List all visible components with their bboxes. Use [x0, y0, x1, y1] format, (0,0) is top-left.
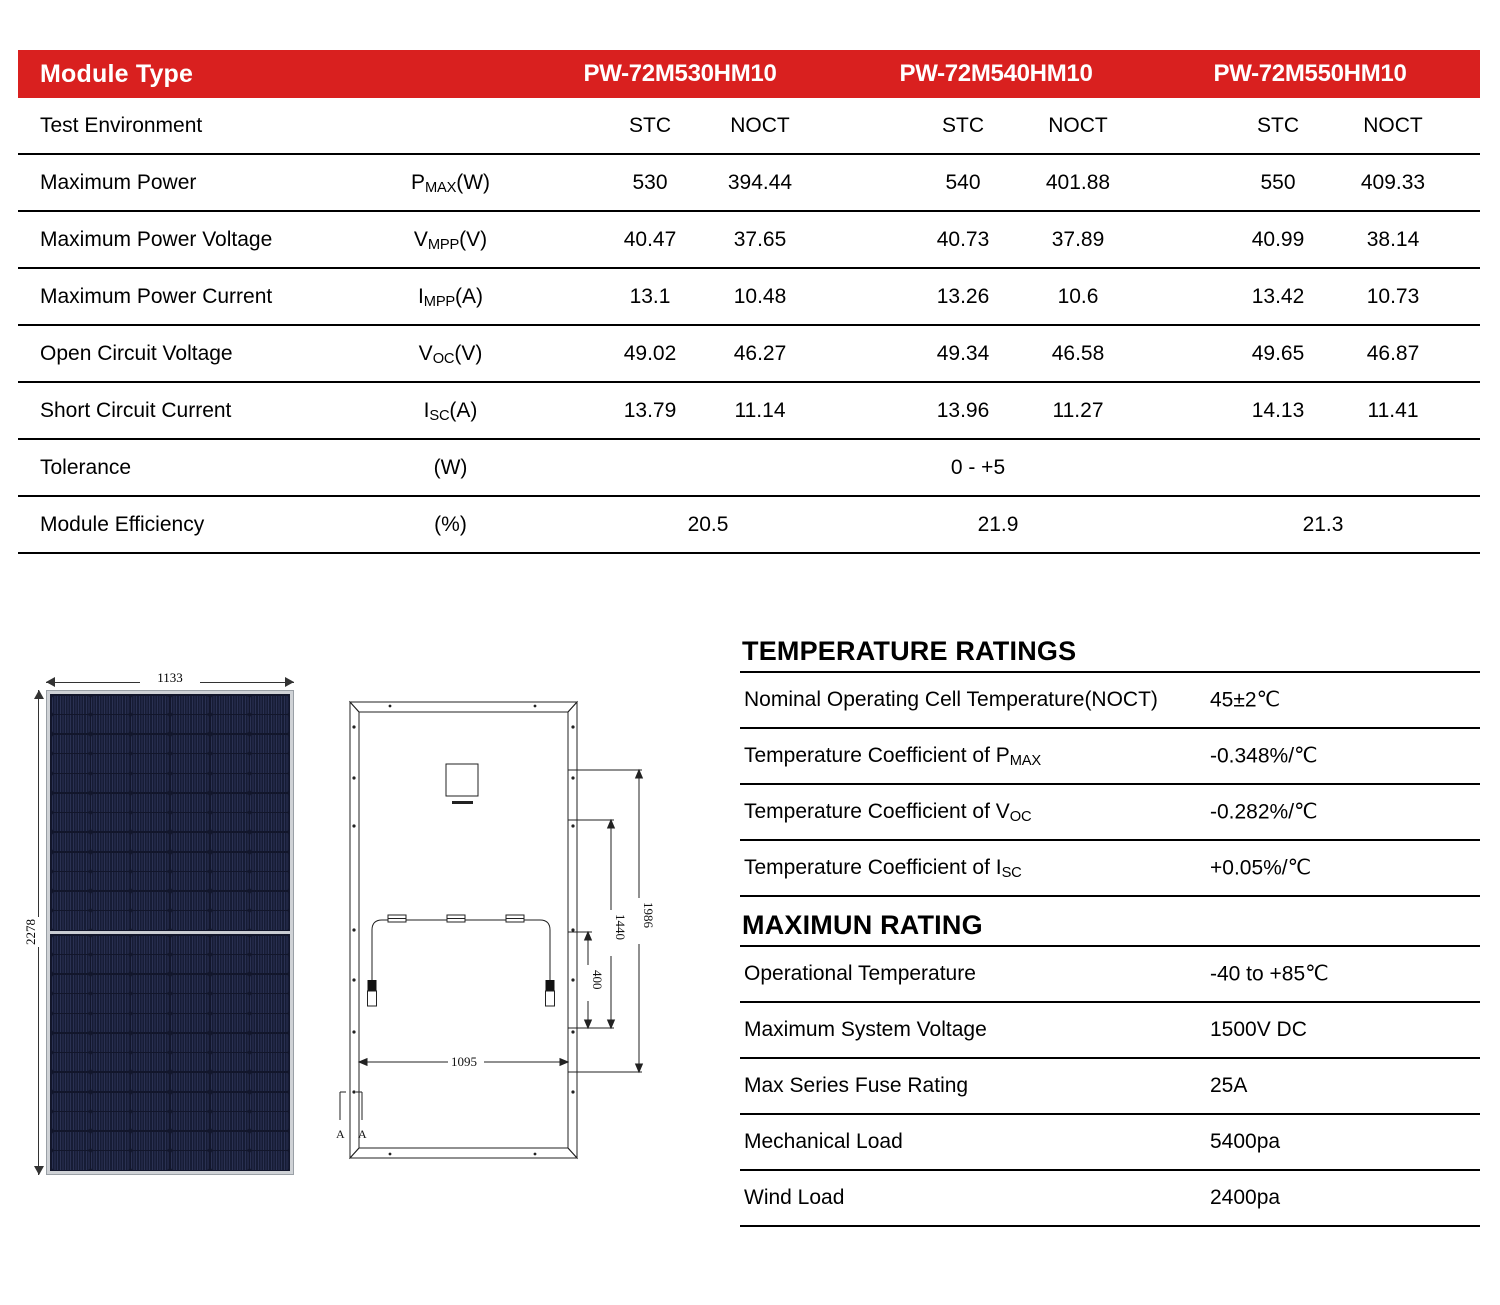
row-symbol: $I_{MPP}(A)$ — [417, 284, 484, 310]
row-label: Temperature Coefficient of $P_{MAX}$ — [744, 744, 1041, 770]
cell-value: 10.48 — [733, 284, 787, 308]
dim-1440-label: 1440 — [613, 914, 628, 940]
solar-cell — [250, 892, 288, 910]
cell-array-top-half — [50, 694, 290, 934]
dim-400-label: 400 — [590, 970, 605, 990]
solar-cell — [52, 955, 90, 973]
solar-cell — [131, 1151, 169, 1169]
mc4-connectors — [368, 980, 555, 1006]
solar-cell — [52, 1073, 90, 1091]
cell-value: 540 — [945, 170, 981, 194]
solar-cell — [91, 833, 129, 851]
solar-cell — [171, 994, 209, 1012]
cell-value: 13.79 — [623, 398, 677, 422]
temp-row-coeff-voc — [740, 783, 1480, 839]
solar-cell — [91, 1151, 129, 1169]
row-symbol: (%) — [434, 512, 467, 536]
solar-cell — [52, 975, 90, 993]
max-row-wind-load — [740, 1169, 1480, 1227]
solar-cell — [52, 1034, 90, 1052]
arrow-down-icon — [34, 1166, 44, 1175]
solar-cell — [131, 955, 169, 973]
solar-cell — [91, 735, 129, 753]
solar-cell — [211, 1034, 249, 1052]
solar-cell — [211, 774, 249, 792]
cell-column — [171, 696, 209, 930]
row-value: -40 to +85℃ — [1210, 962, 1329, 986]
table-row-test-environment — [18, 98, 1480, 155]
solar-cell — [131, 936, 169, 954]
row-label: Maximum System Voltage — [744, 1018, 987, 1041]
cell-value: 11.41 — [1367, 398, 1419, 422]
condition-4: NOCT — [1048, 113, 1108, 137]
dim-1986-label: 1986 — [641, 902, 656, 928]
solar-cell — [131, 1034, 169, 1052]
solar-cell — [171, 1073, 209, 1091]
solar-cell — [52, 1112, 90, 1130]
cell-value: 37.65 — [733, 227, 787, 251]
solar-cell — [131, 794, 169, 812]
cell-value: 49.34 — [936, 341, 990, 365]
solar-cell — [91, 1073, 129, 1091]
cell-value: 13.96 — [936, 398, 990, 422]
height-dimension-label: 2278 — [23, 918, 38, 945]
condition-5: STC — [1257, 113, 1299, 137]
row-label: Test Environment — [40, 113, 203, 137]
solar-cell — [250, 774, 288, 792]
solar-cell — [250, 1034, 288, 1052]
solar-cell — [211, 696, 249, 714]
solar-cell — [171, 936, 209, 954]
solar-cell — [250, 696, 288, 714]
solar-cell — [131, 1112, 169, 1130]
module-type-1: PW-72M530HM10 — [583, 60, 777, 87]
solar-cell — [91, 853, 129, 871]
solar-cell — [250, 994, 288, 1012]
solar-cell — [52, 1132, 90, 1150]
junction-box-lead — [452, 801, 473, 804]
cell-column — [52, 696, 90, 930]
solar-cell — [250, 1093, 288, 1111]
solar-cell — [131, 892, 169, 910]
row-value: -0.348%/℃ — [1210, 744, 1318, 768]
cell-column — [52, 936, 90, 1170]
solar-cell — [211, 1053, 249, 1071]
section-marker-right-label: A — [358, 1127, 367, 1141]
solar-cell — [211, 975, 249, 993]
cell-value: 409.33 — [1360, 170, 1426, 194]
row-value: 1500V DC — [1210, 1018, 1307, 1041]
solar-cell — [91, 794, 129, 812]
row-symbol: (W) — [433, 455, 468, 479]
solar-cell — [211, 794, 249, 812]
width-dimension — [46, 670, 294, 690]
cell-value: 40.47 — [623, 227, 677, 251]
solar-cell — [171, 735, 209, 753]
condition-6: NOCT — [1363, 113, 1423, 137]
cell-column — [211, 936, 249, 1170]
row-value: -0.282%/℃ — [1210, 800, 1318, 824]
solar-cell — [171, 872, 209, 890]
solar-cell — [131, 911, 169, 929]
cell-value: 49.65 — [1251, 341, 1305, 365]
row-value: 25A — [1210, 1074, 1248, 1097]
solar-cell — [250, 1132, 288, 1150]
row-label: Tolerance — [40, 455, 132, 479]
solar-cell — [250, 975, 288, 993]
solar-cell — [250, 911, 288, 929]
cell-value: 40.73 — [936, 227, 990, 251]
row-label: Operational Temperature — [744, 962, 976, 985]
row-symbol: $I_{SC}(A)$ — [423, 398, 478, 424]
cell-value: 14.13 — [1251, 398, 1305, 422]
solar-cell — [131, 1073, 169, 1091]
solar-cell — [211, 715, 249, 733]
solar-cell — [91, 715, 129, 733]
solar-cell — [131, 1093, 169, 1111]
cell-value: 13.26 — [936, 284, 990, 308]
solar-cell — [52, 696, 90, 714]
solar-cell — [250, 936, 288, 954]
solar-cell — [52, 754, 90, 772]
row-label: Maximum Power — [40, 170, 197, 194]
cell-value: 11.27 — [1052, 398, 1104, 422]
table-row-module-efficiency — [18, 497, 1480, 554]
solar-cell — [52, 833, 90, 851]
temp-row-coeff-pmax — [740, 727, 1480, 783]
row-symbol: $V_{OC}(V)$ — [418, 341, 483, 367]
temperature-ratings-section — [740, 636, 1480, 897]
cell-value: 49.02 — [623, 341, 677, 365]
solar-cell — [171, 892, 209, 910]
table-row-maximum-power — [18, 155, 1480, 212]
solar-cell — [91, 1112, 129, 1130]
solar-cell — [91, 955, 129, 973]
solar-cell — [211, 936, 249, 954]
solar-cell — [131, 715, 169, 733]
solar-cell — [91, 774, 129, 792]
arrow-right-icon — [285, 677, 294, 687]
row-label: Module Efficiency — [40, 512, 205, 536]
solar-cell — [211, 872, 249, 890]
row-value: 5400pa — [1210, 1130, 1281, 1153]
row-label: Temperature Coefficient of $V_{OC}$ — [744, 800, 1032, 826]
solar-cell — [211, 1151, 249, 1169]
cell-value: 11.14 — [734, 398, 786, 422]
row-value: 2400pa — [1210, 1186, 1281, 1209]
cell-value: 10.73 — [1366, 284, 1420, 308]
solar-cell — [131, 1053, 169, 1071]
solar-cell — [52, 872, 90, 890]
solar-cell — [211, 911, 249, 929]
efficiency-value-2: 21.9 — [977, 512, 1019, 536]
solar-cell — [91, 696, 129, 714]
cell-column — [91, 696, 129, 930]
solar-cell — [91, 813, 129, 831]
solar-cell — [131, 833, 169, 851]
cell-value: 37.89 — [1051, 227, 1105, 251]
solar-cell — [171, 833, 209, 851]
cell-column — [91, 936, 129, 1170]
table-row-maximum-power-current — [18, 269, 1480, 326]
max-row-operational-temperature — [740, 945, 1480, 1001]
module-type-2: PW-72M540HM10 — [899, 60, 1093, 87]
condition-1: STC — [629, 113, 671, 137]
cell-value: 13.42 — [1251, 284, 1305, 308]
solar-cell — [211, 1132, 249, 1150]
dim-1095-label: 1095 — [451, 1054, 477, 1069]
solar-cell — [171, 813, 209, 831]
solar-cell — [131, 774, 169, 792]
table-row-open-circuit-voltage — [18, 326, 1480, 383]
row-label: Max Series Fuse Rating — [744, 1074, 969, 1097]
solar-cell — [52, 1014, 90, 1032]
solar-cell — [171, 754, 209, 772]
row-symbol: $P_{MAX}(W)$ — [410, 170, 491, 196]
solar-cell — [91, 936, 129, 954]
solar-cell — [250, 813, 288, 831]
solar-cell — [171, 975, 209, 993]
row-label: Open Circuit Voltage — [40, 341, 233, 365]
module-front-view-drawing — [18, 660, 318, 1190]
solar-cell — [250, 794, 288, 812]
solar-cell — [171, 1034, 209, 1052]
solar-cell — [52, 813, 90, 831]
cell-column — [171, 936, 209, 1170]
solar-cell — [131, 872, 169, 890]
solar-cell — [91, 872, 129, 890]
table-row-tolerance — [18, 440, 1480, 497]
cell-value: 38.14 — [1366, 227, 1420, 251]
cell-value: 530 — [632, 170, 668, 194]
row-label: Mechanical Load — [744, 1130, 903, 1153]
junction-box — [446, 764, 478, 796]
solar-cell — [91, 1093, 129, 1111]
solar-cell — [131, 975, 169, 993]
arrow-up-icon — [34, 690, 44, 699]
solar-cell — [52, 715, 90, 733]
solar-cell — [250, 853, 288, 871]
solar-cell — [171, 1112, 209, 1130]
solar-cell — [211, 735, 249, 753]
solar-cell — [91, 892, 129, 910]
solar-cell — [131, 813, 169, 831]
solar-cell — [171, 696, 209, 714]
solar-cell — [211, 955, 249, 973]
temp-row-coeff-isc — [740, 839, 1480, 897]
cable-routing — [372, 920, 550, 980]
solar-cell — [250, 754, 288, 772]
back-view-svg — [330, 680, 680, 1180]
cell-value: 550 — [1260, 170, 1296, 194]
solar-cell — [171, 1132, 209, 1150]
temp-row-noct — [740, 671, 1480, 727]
solar-cell — [171, 794, 209, 812]
solar-cell — [52, 853, 90, 871]
solar-cell — [52, 735, 90, 753]
row-value: 45±2℃ — [1210, 688, 1281, 712]
cell-value: 40.99 — [1251, 227, 1305, 251]
row-label: Nominal Operating Cell Temperature(NOCT) — [744, 688, 1158, 711]
height-dimension — [23, 690, 46, 1175]
row-label: Maximum Power Current — [40, 284, 273, 308]
cell-column — [250, 696, 288, 930]
solar-cell — [91, 975, 129, 993]
cell-value: 46.27 — [733, 341, 787, 365]
section-marker-left-label: A — [336, 1127, 345, 1141]
tolerance-value: 0 - +5 — [950, 455, 1006, 479]
page-title: Module Type — [40, 59, 194, 88]
solar-cell — [211, 833, 249, 851]
solar-cell — [131, 754, 169, 772]
solar-cell — [131, 853, 169, 871]
cell-column — [250, 936, 288, 1170]
solar-cell — [131, 735, 169, 753]
table-row-maximum-power-voltage — [18, 212, 1480, 269]
module-type-3: PW-72M550HM10 — [1213, 60, 1407, 87]
cell-value: 10.6 — [1057, 284, 1099, 308]
solar-cell — [211, 1112, 249, 1130]
table-header-row — [18, 50, 1480, 98]
cable-clips — [388, 915, 524, 922]
solar-cell — [131, 696, 169, 714]
solar-cell — [131, 994, 169, 1012]
solar-cell — [171, 911, 209, 929]
solar-cell — [250, 833, 288, 851]
solar-cell — [211, 1014, 249, 1032]
solar-cell — [131, 1132, 169, 1150]
solar-cell — [171, 1093, 209, 1111]
solar-cell — [250, 735, 288, 753]
cell-column — [211, 696, 249, 930]
cell-value: 13.1 — [629, 284, 671, 308]
efficiency-value-1: 20.5 — [687, 512, 729, 536]
solar-cell — [52, 994, 90, 1012]
solar-cell — [91, 1014, 129, 1032]
solar-cell — [250, 1053, 288, 1071]
solar-cell — [171, 853, 209, 871]
frame-top-bevel — [350, 702, 577, 712]
solar-cell — [91, 1132, 129, 1150]
solar-cell — [250, 1112, 288, 1130]
solar-cell — [250, 715, 288, 733]
solar-cell — [91, 994, 129, 1012]
module-frame — [46, 690, 294, 1175]
solar-cell — [52, 936, 90, 954]
cell-value: 394.44 — [727, 170, 793, 194]
arrow-left-icon — [46, 677, 55, 687]
solar-cell — [171, 774, 209, 792]
cell-column — [131, 696, 169, 930]
frame-bottom-bevel — [350, 1148, 577, 1158]
cell-value: 46.87 — [1366, 341, 1420, 365]
maximum-rating-title: MAXIMUN RATING — [742, 910, 983, 940]
solar-cell — [52, 911, 90, 929]
row-symbol: $V_{MPP}(V)$ — [413, 227, 488, 253]
row-label: Wind Load — [744, 1186, 845, 1209]
solar-cell — [211, 1073, 249, 1091]
solar-cell — [211, 754, 249, 772]
solar-cell — [211, 813, 249, 831]
solar-cell — [91, 754, 129, 772]
solar-cell — [52, 794, 90, 812]
solar-cell — [52, 1093, 90, 1111]
efficiency-value-3: 21.3 — [1302, 512, 1344, 536]
solar-cell — [171, 715, 209, 733]
solar-cell — [211, 1093, 249, 1111]
maximum-rating-section — [740, 910, 1480, 1227]
max-row-system-voltage — [740, 1001, 1480, 1057]
cell-value: 46.58 — [1051, 341, 1105, 365]
temperature-ratings-title: TEMPERATURE RATINGS — [742, 636, 1077, 666]
solar-cell — [131, 1014, 169, 1032]
solar-cell — [171, 955, 209, 973]
row-label: Maximum Power Voltage — [40, 227, 273, 251]
solar-cell — [211, 853, 249, 871]
solar-cell — [52, 1053, 90, 1071]
module-glass — [50, 694, 290, 1171]
width-dimension-label: 1133 — [140, 670, 200, 686]
specification-table — [18, 50, 1480, 554]
solar-cell — [52, 892, 90, 910]
max-row-fuse-rating — [740, 1057, 1480, 1113]
solar-cell — [91, 911, 129, 929]
solar-cell — [52, 1151, 90, 1169]
solar-cell — [250, 1014, 288, 1032]
cell-column — [131, 936, 169, 1170]
solar-cell — [171, 1014, 209, 1032]
cell-array-bottom-half — [50, 934, 290, 1171]
solar-cell — [211, 994, 249, 1012]
solar-cell — [171, 1151, 209, 1169]
solar-cell — [91, 1034, 129, 1052]
solar-cell — [52, 774, 90, 792]
condition-2: NOCT — [730, 113, 790, 137]
module-back-view-drawing — [330, 680, 680, 1180]
max-row-mechanical-load — [740, 1113, 1480, 1169]
row-label: Temperature Coefficient of $I_{SC}$ — [744, 856, 1022, 882]
solar-cell — [250, 1151, 288, 1169]
solar-cell — [171, 1053, 209, 1071]
table-row-short-circuit-current — [18, 383, 1480, 440]
solar-cell — [250, 955, 288, 973]
solar-cell — [211, 892, 249, 910]
row-label: Short Circuit Current — [40, 398, 232, 422]
row-value: +0.05%/℃ — [1210, 856, 1312, 880]
solar-cell — [250, 872, 288, 890]
solar-cell — [91, 1053, 129, 1071]
solar-cell — [250, 1073, 288, 1091]
cell-value: 401.88 — [1045, 170, 1111, 194]
condition-3: STC — [942, 113, 984, 137]
